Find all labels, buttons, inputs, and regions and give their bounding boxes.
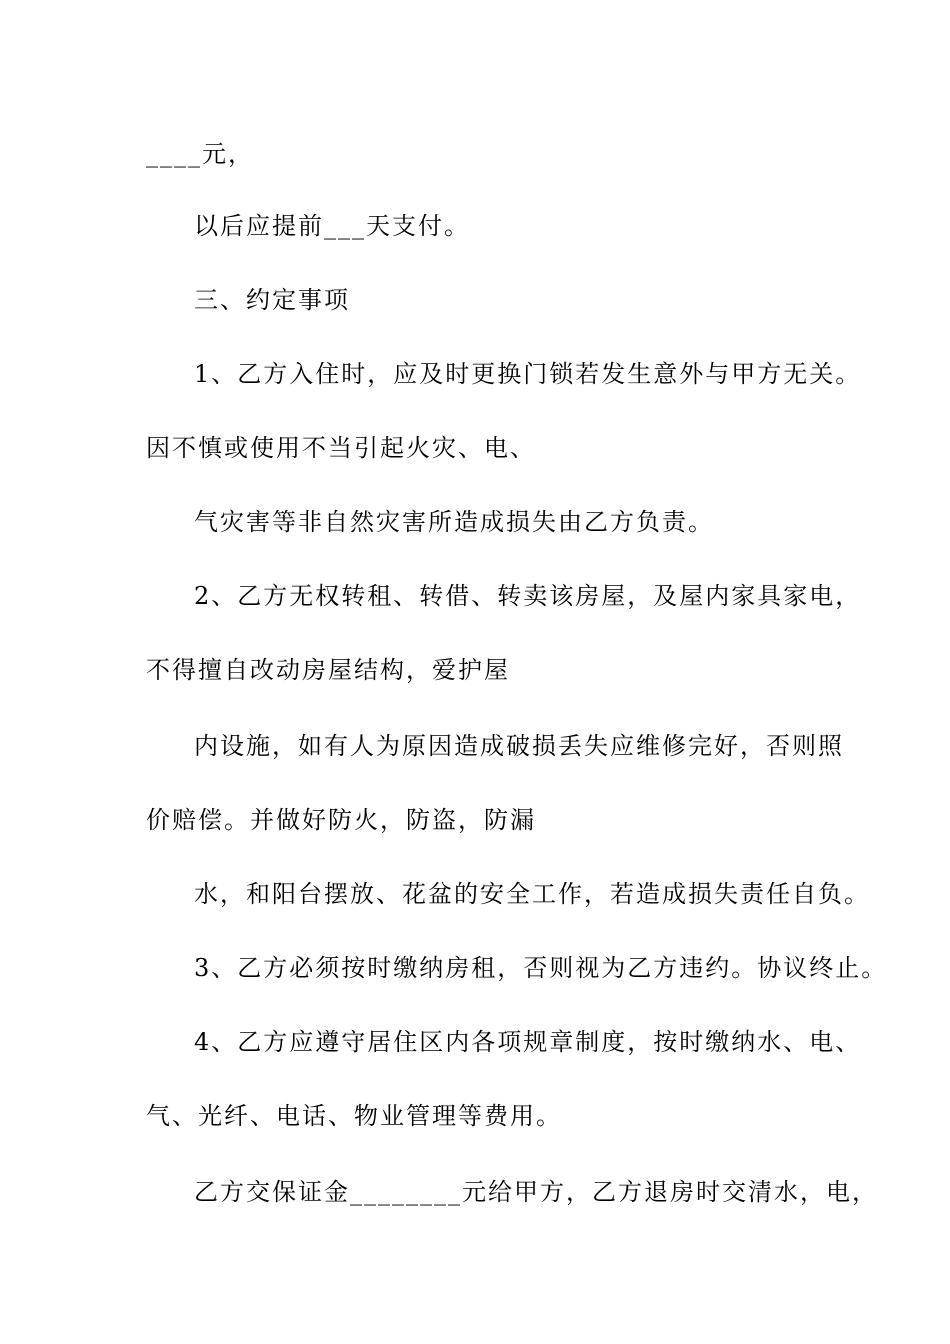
text-line: 因不慎或使用不当引起火灾、电、 — [146, 434, 536, 462]
text-line: 1、乙方入住时，应及时更换门锁若发生意外与甲方无关。 — [194, 360, 862, 388]
text-line: 4、乙方应遵守居住区内各项规章制度，按时缴纳水、电、 — [194, 1028, 862, 1056]
text-line: 以后应提前___天支付。 — [194, 212, 470, 240]
text-line: 价赔偿。并做好防火，防盗，防漏 — [146, 806, 536, 834]
text-line: 3、乙方必须按时缴纳房租，否则视为乙方违约。协议终止。 — [194, 954, 888, 982]
text-line: 不得擅自改动房屋结构，爱护屋 — [146, 656, 510, 684]
text-line: 气、光纤、电话、物业管理等费用。 — [146, 1102, 562, 1130]
text-line: 水，和阳台摆放、花盆的安全工作，若造成损失责任自负。 — [194, 880, 870, 908]
text-line: 气灾害等非自然灾害所造成损失由乙方负责。 — [194, 508, 714, 536]
text-line: ____元， — [146, 140, 254, 168]
section-heading: 三、约定事项 — [194, 286, 350, 314]
text-line: 乙方交保证金________元给甲方，乙方退房时交清水，电， — [194, 1178, 878, 1206]
text-line: 2、乙方无权转租、转借、转卖该房屋，及屋内家具家电， — [194, 582, 862, 610]
text-line: 内设施，如有人为原因造成破损丢失应维修完好，否则照 — [194, 732, 844, 760]
